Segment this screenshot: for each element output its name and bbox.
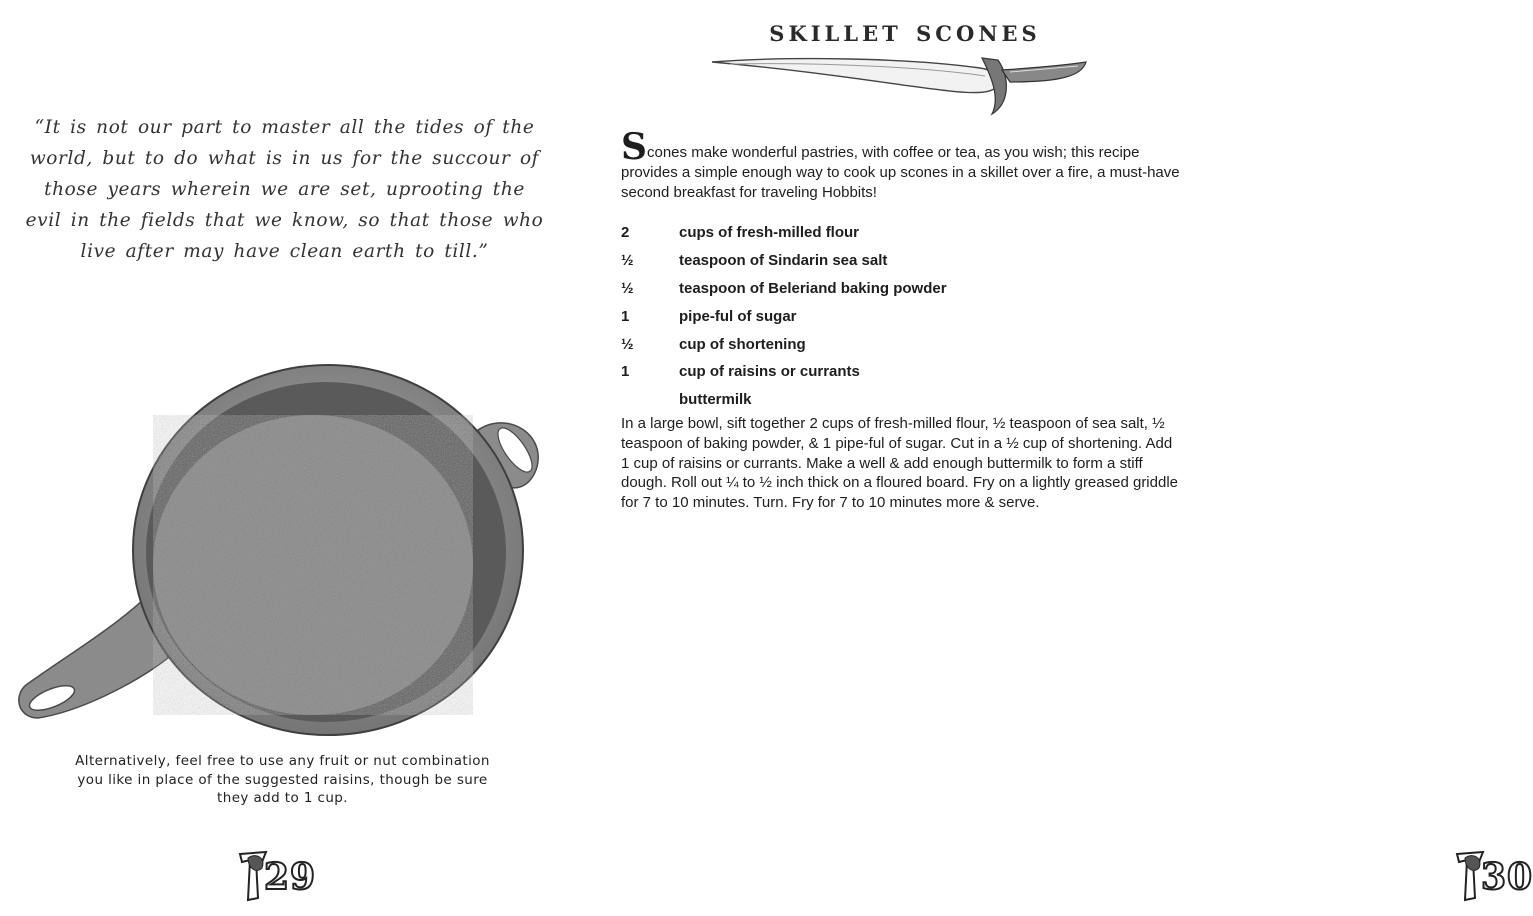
page-number: 29 xyxy=(264,856,317,898)
right-page xyxy=(600,0,1533,916)
sword-illustration xyxy=(710,48,1090,118)
ingredient-name: cups of fresh-milled flour xyxy=(679,224,860,242)
left-page xyxy=(0,0,600,916)
ingredient-qty: 1 xyxy=(621,363,630,381)
ingredient-row xyxy=(621,330,1181,358)
page-number-right xyxy=(1453,842,1533,902)
page-number-left xyxy=(236,842,316,902)
ingredient-qty: 2 xyxy=(621,224,630,242)
ingredient-qty: ½ xyxy=(621,252,634,270)
page-number: 30 xyxy=(1481,856,1533,898)
ingredient-name: cup of raisins or currants xyxy=(679,363,860,381)
recipe-title: skillet scones xyxy=(769,14,1041,49)
drop-cap: S xyxy=(621,126,647,168)
epigraph-quote: “It is not our part to master all the tides of the world, but to do what is in us for the succour of those years wherein we are set, uprooting the evil in the fields that we know, so that those who live after may have clean earth to till.” xyxy=(25,117,544,262)
intro-text: cones make wonderful pastries, with coffee or tea, as you wish; this recipe provides a simple enough way to cook up scones in a skillet over a fire, a must-have second breakfast for traveling Hobbits! xyxy=(621,144,1180,201)
ingredient-name: teaspoon of Beleriand baking powder xyxy=(679,279,947,297)
ingredient-name: buttermilk xyxy=(679,391,752,409)
ingredient-name: teaspoon of Sindarin sea salt xyxy=(679,252,888,270)
recipe-intro xyxy=(621,126,1181,203)
ingredient-row xyxy=(621,386,1181,414)
ingredient-row xyxy=(621,275,1181,303)
skillet-illustration xyxy=(8,340,553,740)
ingredient-name: cup of shortening xyxy=(679,335,806,353)
ingredient-row xyxy=(621,219,1181,247)
ingredient-row xyxy=(621,302,1181,330)
ingredient-list xyxy=(621,219,1181,414)
ingredient-qty: 1 xyxy=(621,307,630,325)
recipe-method: In a large bowl, sift together 2 cups of fresh-milled flour, ½ teaspoon of sea salt, ½ teaspoon of baking powder, & 1 pipe-ful of sugar. Cut in a ½ cup of shortening. Add 1 cup of raisins or currants. Make a well & add enough buttermilk to form a stiff dough. Roll out ¼ to ½ inch thick on a floured board. Fry on a lightly greased griddle for 7 to 10 minutes. Turn. Fry for 7 to 10 minutes more & serve. xyxy=(621,415,1178,512)
ingredient-qty: ½ xyxy=(621,335,634,353)
ingredient-name: pipe-ful of sugar xyxy=(679,307,797,325)
ingredient-row xyxy=(621,247,1181,275)
ingredient-qty: ½ xyxy=(621,279,634,297)
ingredient-row xyxy=(621,358,1181,386)
note-caption: Alternatively, feel free to use any fruit or nut combination you like in place of the suggested raisins, though be sure they add to 1 cup. xyxy=(75,753,490,806)
